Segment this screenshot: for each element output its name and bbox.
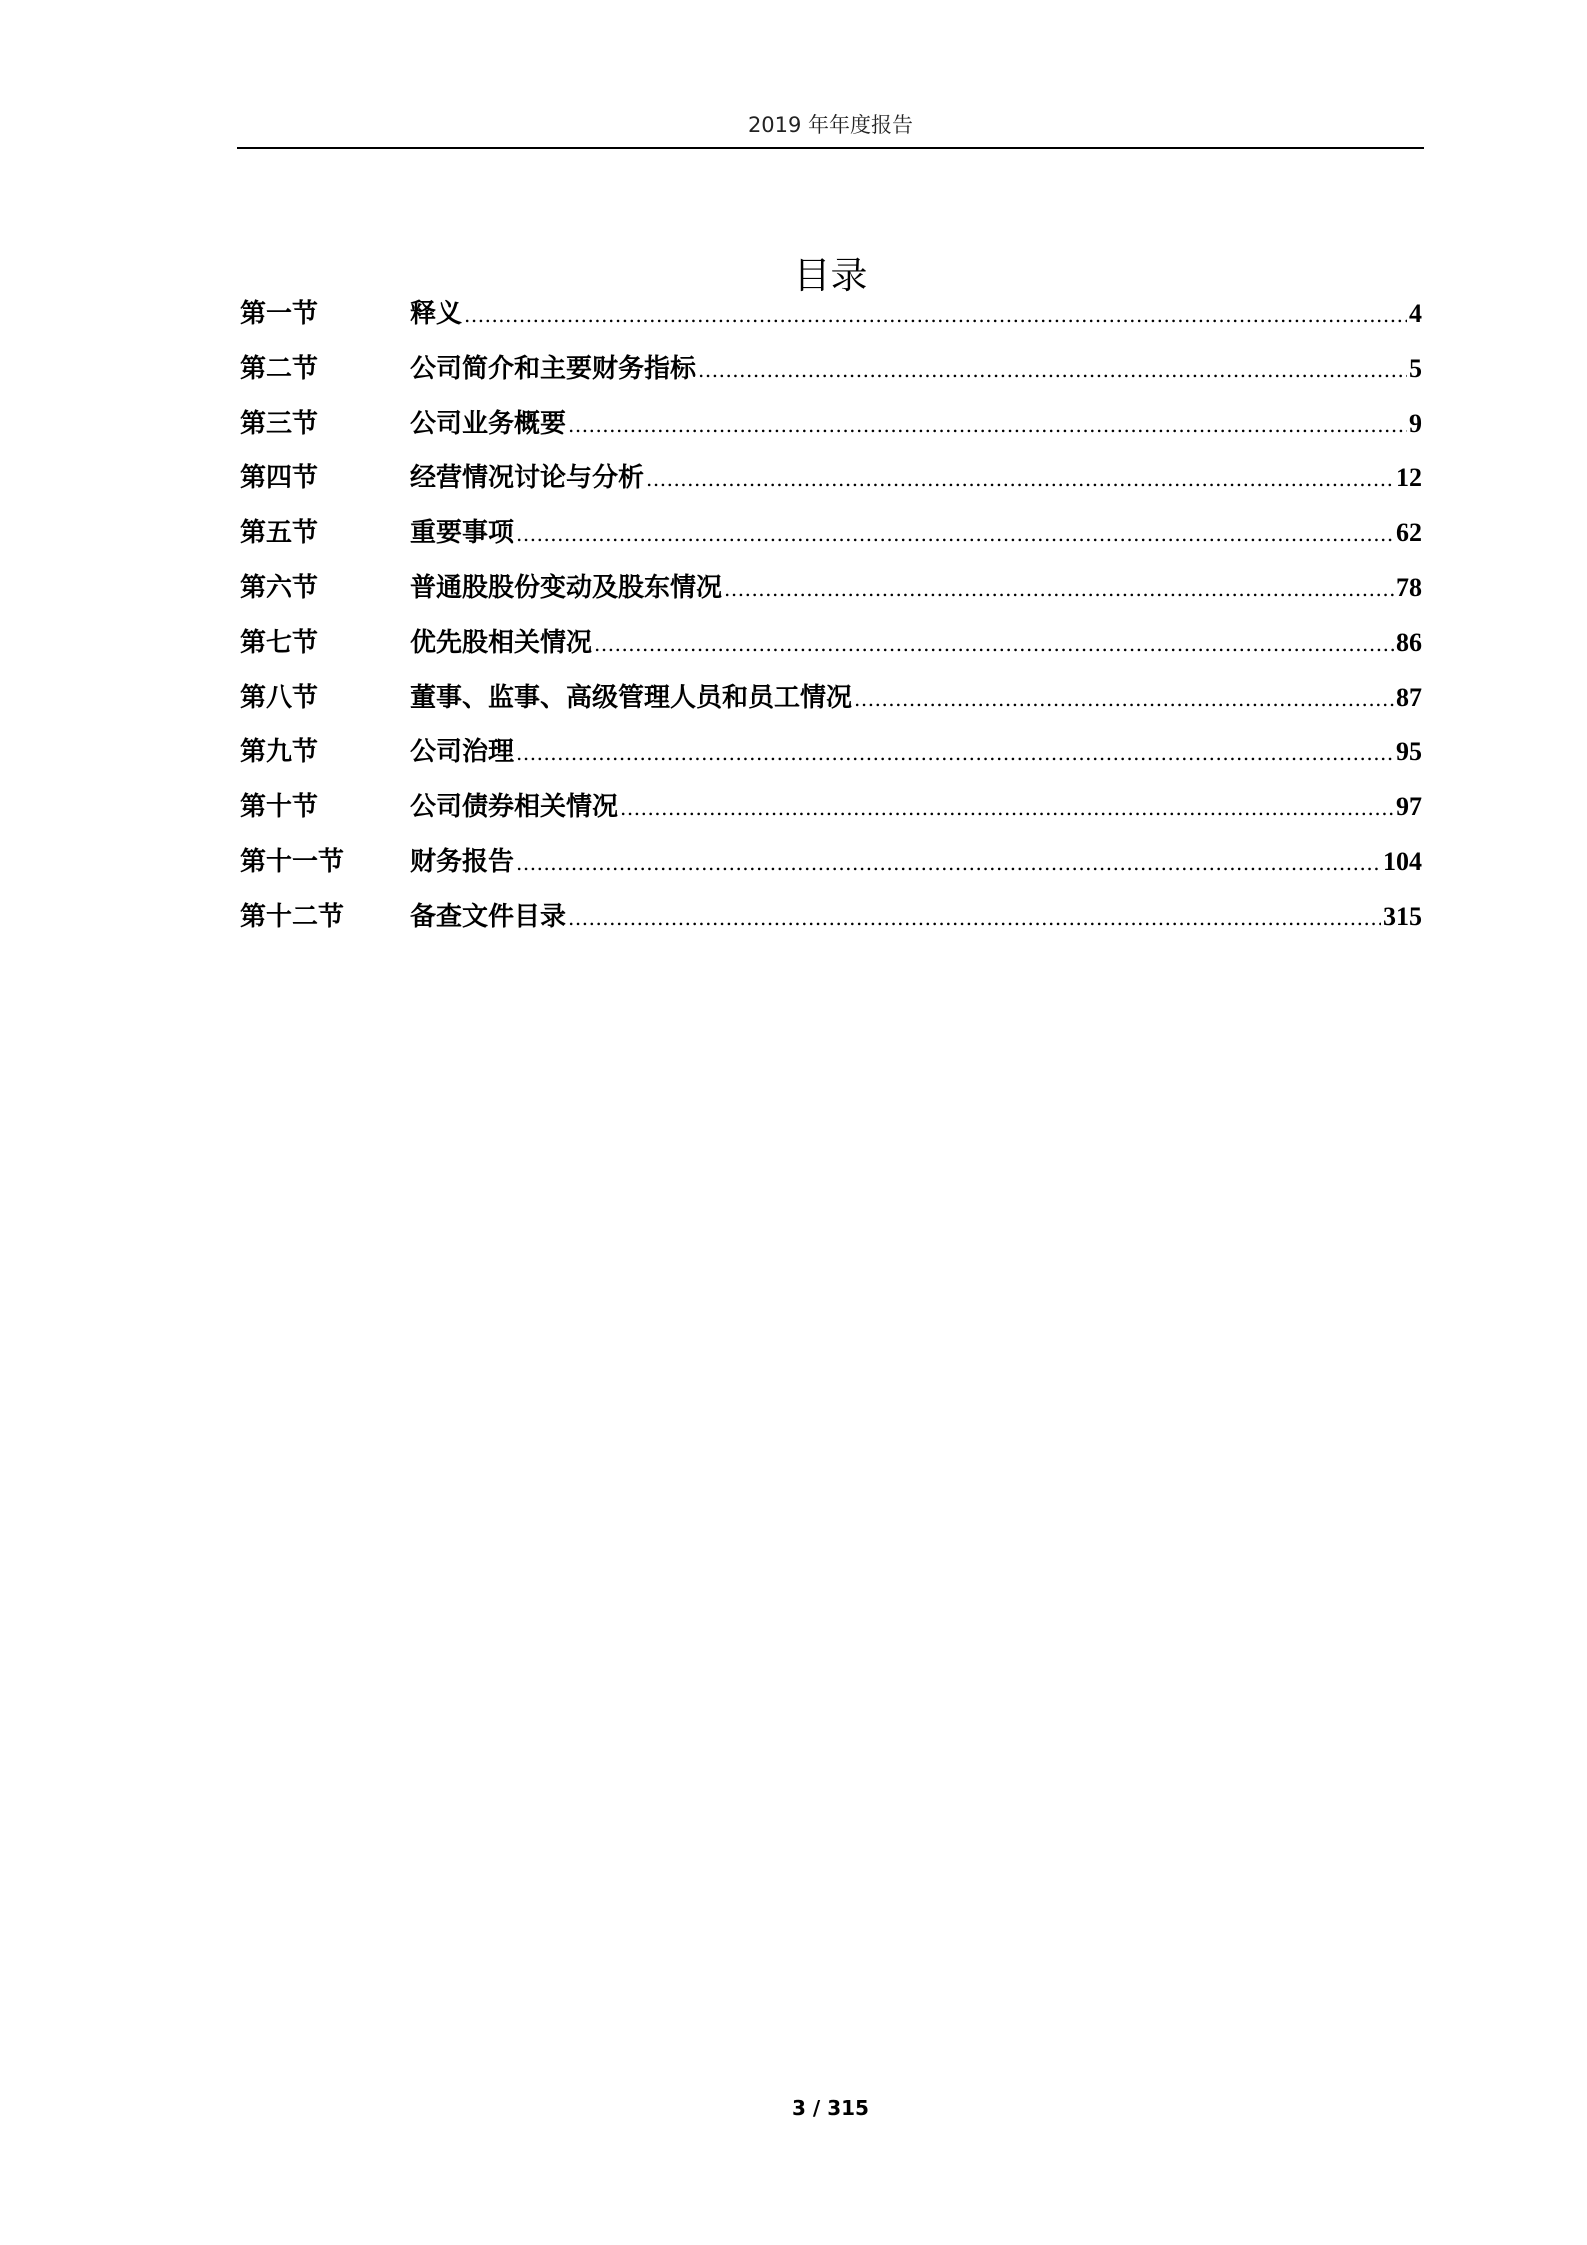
toc-dot-leader <box>594 626 1394 662</box>
toc-section-title: 经营情况讨论与分析 <box>410 463 645 494</box>
toc-dot-leader <box>568 900 1381 936</box>
toc-section-title: 董事、监事、高级管理人员和员工情况 <box>410 682 853 713</box>
toc-page-number: 62 <box>1396 518 1422 548</box>
toc-entry-5[interactable] <box>240 515 1422 570</box>
toc-section-title: 公司简介和主要财务指标 <box>410 353 697 384</box>
toc-section-number: 第十二节 <box>240 901 345 932</box>
toc-entry-4[interactable] <box>240 460 1422 515</box>
toc-section-title: 重要事项 <box>410 518 515 549</box>
toc-section-title: 公司债券相关情况 <box>410 792 619 823</box>
toc-section-number: 第七节 <box>240 627 319 658</box>
toc-section-number: 第三节 <box>240 408 319 439</box>
toc-page-number: 315 <box>1383 901 1422 931</box>
toc-title: 目录 <box>793 254 868 297</box>
toc-entry-3[interactable] <box>240 406 1422 461</box>
toc-section-number: 第十节 <box>240 792 319 823</box>
toc-section-number: 第八节 <box>240 682 319 713</box>
toc-section-number: 第一节 <box>240 299 319 329</box>
toc-entry-2[interactable] <box>240 351 1422 406</box>
toc-dot-leader <box>568 407 1407 443</box>
toc-dot-leader <box>854 681 1394 717</box>
toc-entry-7[interactable] <box>240 625 1422 680</box>
toc-dot-leader <box>646 461 1394 497</box>
toc-section-number: 第二节 <box>240 353 319 384</box>
toc-entry-10[interactable] <box>240 789 1422 844</box>
toc-page-number: 87 <box>1396 682 1422 712</box>
toc-entry-11[interactable] <box>240 844 1422 899</box>
toc-dot-leader <box>516 735 1394 771</box>
toc-page-number: 78 <box>1396 572 1422 602</box>
toc-section-number: 第四节 <box>240 463 319 494</box>
toc-dot-leader <box>516 516 1394 552</box>
toc-section-number: 第六节 <box>240 572 319 603</box>
toc-section-title: 财务报告 <box>410 846 515 877</box>
toc-dot-leader <box>724 571 1394 607</box>
page-footer-page-indicator: 3 / 315 <box>792 2096 869 2120</box>
page-header: 2019 年年度报告 <box>747 113 914 137</box>
toc-dot-leader <box>620 790 1394 826</box>
toc-page-number: 12 <box>1396 463 1422 493</box>
header-rule <box>237 147 1424 149</box>
toc-entry-6[interactable] <box>240 570 1422 625</box>
toc-entry-1[interactable] <box>240 296 1422 351</box>
table-of-contents <box>240 296 1422 954</box>
toc-page-number: 9 <box>1409 408 1422 438</box>
toc-entry-9[interactable] <box>240 734 1422 789</box>
toc-dot-leader <box>464 297 1407 333</box>
toc-section-title: 释义 <box>410 299 463 329</box>
toc-page-number: 5 <box>1409 353 1422 383</box>
toc-section-title: 优先股相关情况 <box>410 627 593 658</box>
toc-dot-leader <box>698 352 1407 388</box>
toc-page-number: 4 <box>1409 299 1422 328</box>
toc-entry-8[interactable] <box>240 680 1422 735</box>
toc-section-title: 公司治理 <box>410 737 515 768</box>
toc-section-number: 第十一节 <box>240 846 345 877</box>
toc-section-title: 普通股股份变动及股东情况 <box>410 572 723 603</box>
toc-entry-12[interactable] <box>240 899 1422 954</box>
toc-page-number: 97 <box>1396 792 1422 822</box>
toc-page-number: 86 <box>1396 627 1422 657</box>
toc-page-number: 104 <box>1383 846 1422 876</box>
toc-section-number: 第九节 <box>240 737 319 768</box>
toc-section-title: 公司业务概要 <box>410 408 567 439</box>
toc-section-title: 备查文件目录 <box>410 901 567 932</box>
toc-page-number: 95 <box>1396 737 1422 767</box>
toc-section-number: 第五节 <box>240 518 319 549</box>
toc-dot-leader <box>516 845 1381 881</box>
